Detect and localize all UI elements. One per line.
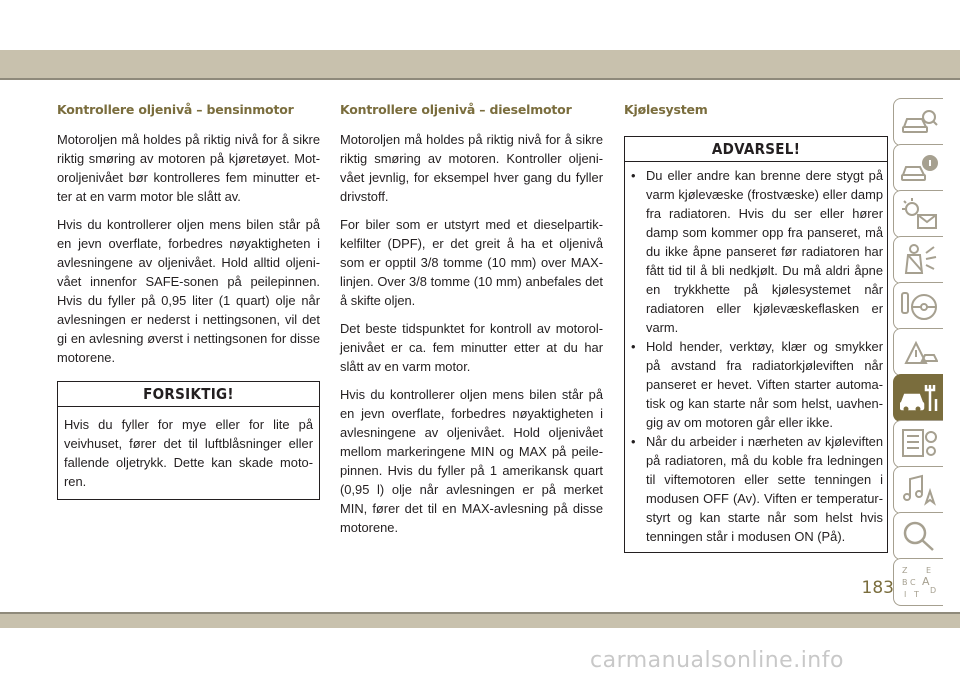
top-rule [0,78,960,80]
tab-car-info[interactable] [893,144,943,192]
index-letter: A [922,575,930,588]
tab-lights-messages[interactable] [893,190,943,238]
tab-index-search[interactable] [893,512,943,560]
top-band [0,50,960,78]
heading-cooling-system: Kjølesystem [624,102,708,117]
column-diesel-oil [340,100,603,546]
car-wrench-icon [900,381,938,415]
index-letter: D [930,586,937,595]
seatbelt-airbag-icon [900,243,938,277]
warning-box [624,136,888,553]
column-petrol-oil [57,100,320,500]
index-letter: B [902,578,908,587]
tab-technical-specs[interactable] [893,420,943,468]
wheel-icon [900,289,938,323]
magnifier-icon [900,519,938,553]
index-letter: C [910,578,916,587]
list-gear-icon [900,427,938,461]
warning-item: • Hold hender, verktøy, klær og smykker på avstand fra radiatorkjøleviften når panseret er hevet. Viften starter automatisk og kan starte når som helst, uavhengig av om motoren går eller ikke. [631,337,883,432]
car-info-icon [900,151,938,185]
caution-box [57,381,320,500]
tab-alphabetical-index[interactable] [893,558,943,606]
index-icon [900,565,938,599]
paragraph: For biler som er utstyrt med et dieselpartikkelfilter (DPF), er det greit å ha et oljenivå som er opptil 3/8 tomme (10 mm) over MAX-linjen. Over 3/8 tomme (10 mm) anbefales det å skifte oljen. [340,217,603,308]
tab-car-search[interactable] [893,98,943,146]
index-letter: I [904,590,907,599]
heading-petrol-oil: Kontrollere oljenivå – bensinmotor [57,102,294,117]
warning-item: • Når du arbeider i nærheten av kjøleviften på radiatoren, må du koble fra ledningen til viftemotoren eller sette tenningen i modusen OFF (Av). Viften er temperaturstyrt og kan starte når som helst hvis tenningen står i modusen ON (På). [631,432,883,546]
warning-title: ADVARSEL! [625,137,887,162]
tab-servicing-maintenance[interactable] [893,374,943,422]
paragraph: Hvis du kontrollerer oljen mens bilen står på en jevn overflate, forbedres nøyaktigheten i avlesningene av oljenivået. Hold alltid oljenivået innenfor SAFE-sonen på peilepinnen. Hvis du fyller på 0,95 liter (1 quart) olje når avlesningen er nederst i nettingsonen, vil det gi en avlesning øverst i nettingsonen for disse motorene. [57,217,320,365]
tab-starting-driving[interactable] [893,282,943,330]
index-letter: Z [902,566,908,575]
column-cooling-system [624,100,888,553]
hazard-car-icon [900,335,938,369]
tab-emergency[interactable] [893,328,943,376]
music-nav-icon [900,473,938,507]
caution-title: FORSIKTIG! [58,382,319,407]
warning-item: • Du eller andre kan brenne dere stygt på varm kjølevæske (frostvæske) eller damp fra radiatoren. Hvis du ser eller hører damp som kommer opp fra panseret, må du ikke åpne panseret før radiatoren har fått tid til å bli nedkjølt. Du må aldri åpne en trykkhette på kjølesystemet når radiatoren eller kjølevæskeflasken er varm. [631,166,883,337]
paragraph: Hvis du kontrollerer oljen mens bilen står på en jevn overflate, forbedres nøyaktigheten i avlesningene av oljenivået. Hold oljenivået mellom markeringene MIN og MAX på peilepinnen. Hvis du fyller på 1 amerikansk quart (0,95 l) olje når avlesningen er på merket MIN, fører det til en MAX-avlesning på disse motorene. [340,387,603,535]
warning-list [625,162,887,552]
watermark: carmanualsonline.info [590,648,844,673]
tab-multimedia[interactable] [893,466,943,514]
light-message-icon [900,197,938,231]
index-letter: E [926,566,932,575]
car-search-icon [900,105,938,139]
paragraph: Motoroljen må holdes på riktig nivå for å sikre riktig smøring av motoren på kjøretøyet. Motoroljenivået bør kontrolleres fem minutter etter at en varm motor ble slått av. [57,132,320,204]
index-letter: T [914,590,919,599]
heading-diesel-oil: Kontrollere oljenivå – dieselmotor [340,102,572,117]
paragraph: Motoroljen må holdes på riktig nivå for å sikre riktig smøring av motoren. Kontroller oljenivået jevnlig, for eksempel hver gang du fyller drivstoff. [340,132,603,204]
paragraph: Det beste tidspunktet for kontroll av motoroljenivået er ca. fem minutter etter at du har slått av en varm motor. [340,321,603,374]
bottom-band [0,614,960,628]
tab-safety[interactable] [893,236,943,284]
caution-text: Hvis du fyller for mye eller for lite på veivhuset, fører det til luftblåsninger eller fallende oljetrykk. Dette kan skade motoren. [64,417,313,489]
page-number: 183 [861,578,894,598]
